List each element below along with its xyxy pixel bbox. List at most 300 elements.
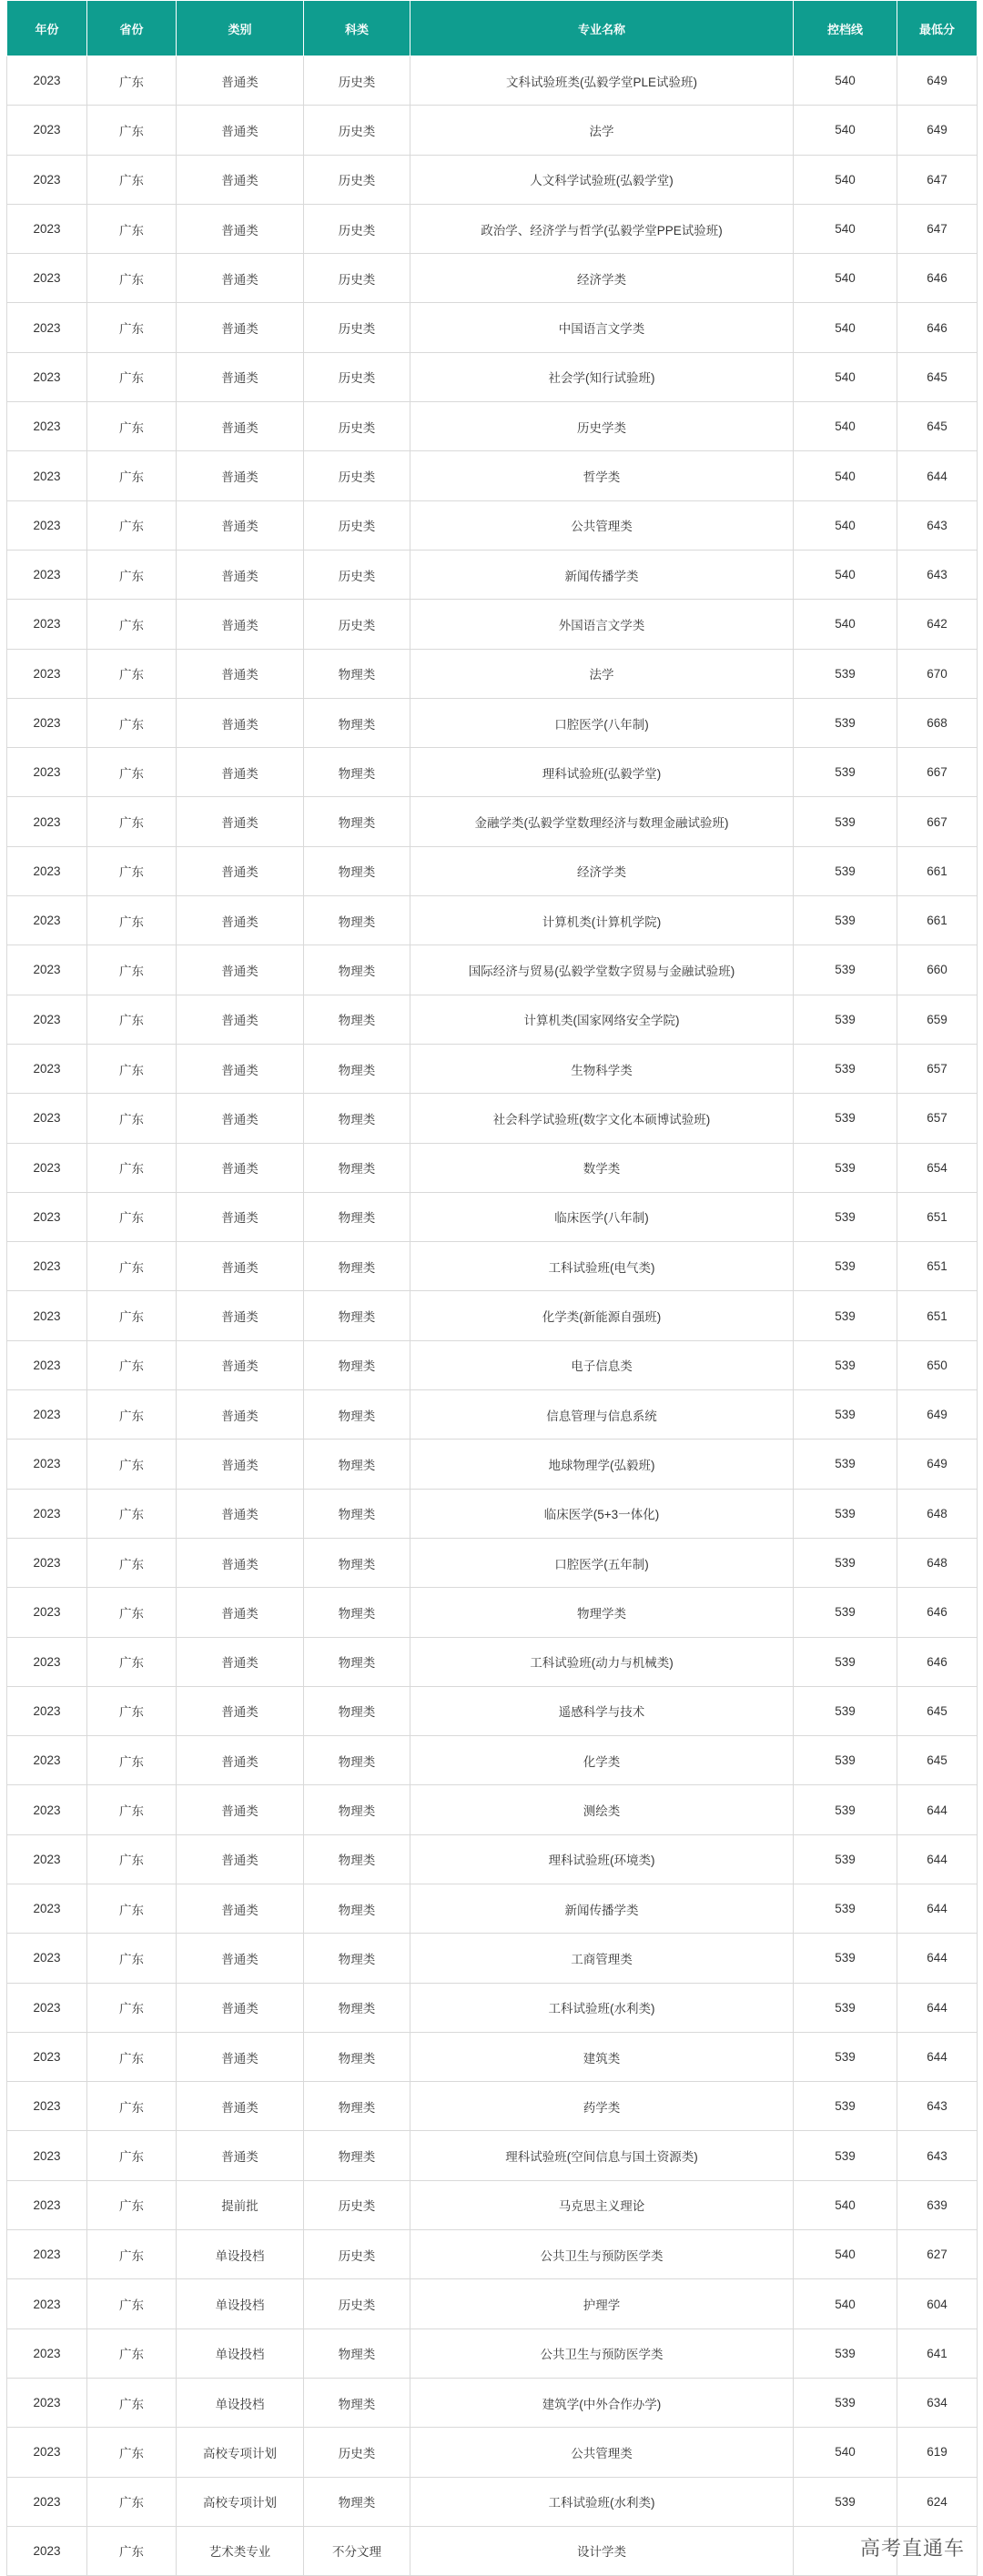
table-cell: 广东 — [87, 2279, 177, 2329]
table-cell: 2023 — [7, 402, 87, 451]
table-cell: 建筑学(中外合作办学) — [410, 2378, 794, 2427]
table-cell: 物理类 — [304, 1538, 410, 1587]
table-cell: 公共卫生与预防医学类 — [410, 2230, 794, 2279]
table-row — [7, 1143, 978, 1192]
table-cell: 中国语言文学类 — [410, 303, 794, 352]
table-cell: 2023 — [7, 1489, 87, 1538]
table-cell: 广东 — [87, 2329, 177, 2378]
table-cell: 新闻传播学类 — [410, 1884, 794, 1933]
table-cell: 619 — [897, 2428, 978, 2477]
table-cell: 历史类 — [304, 56, 410, 106]
table-cell: 539 — [794, 1934, 897, 1983]
table-cell: 650 — [897, 1340, 978, 1389]
table-row — [7, 2082, 978, 2131]
table-cell: 广东 — [87, 451, 177, 500]
table-cell: 539 — [794, 1884, 897, 1933]
table-cell: 广东 — [87, 1736, 177, 1785]
table-cell: 539 — [794, 649, 897, 698]
column-header: 年份 — [7, 1, 87, 56]
table-cell: 644 — [897, 1934, 978, 1983]
table-cell: 物理类 — [304, 2329, 410, 2378]
table-cell: 2023 — [7, 1588, 87, 1637]
table-row — [7, 1291, 978, 1340]
table-cell: 644 — [897, 451, 978, 500]
column-header: 最低分 — [897, 1, 978, 56]
table-cell: 历史类 — [304, 402, 410, 451]
table-cell: 540 — [794, 254, 897, 303]
table-cell: 2023 — [7, 1834, 87, 1884]
table-cell: 540 — [794, 56, 897, 106]
table-cell: 2023 — [7, 1440, 87, 1489]
table-cell: 物理类 — [304, 748, 410, 797]
table-cell: 540 — [794, 2180, 897, 2229]
table-cell: 物理类 — [304, 2032, 410, 2081]
table-cell: 657 — [897, 1094, 978, 1143]
table-cell: 普通类 — [177, 2082, 304, 2131]
table-cell: 物理学类 — [410, 1588, 794, 1637]
table-cell: 539 — [794, 1340, 897, 1389]
table-row — [7, 2378, 978, 2427]
table-cell: 651 — [897, 1192, 978, 1241]
table-cell: 广东 — [87, 1192, 177, 1241]
table-cell: 644 — [897, 2032, 978, 2081]
table-cell: 普通类 — [177, 1588, 304, 1637]
table-cell: 647 — [897, 155, 978, 204]
table-cell: 物理类 — [304, 995, 410, 1044]
table-cell: 理科试验班(弘毅学堂) — [410, 748, 794, 797]
table-row — [7, 846, 978, 895]
table-cell: 广东 — [87, 56, 177, 106]
table-cell: 539 — [794, 2032, 897, 2081]
table-cell: 地球物理学(弘毅班) — [410, 1440, 794, 1489]
table-cell: 历史类 — [304, 2230, 410, 2279]
table-cell: 2023 — [7, 106, 87, 155]
table-cell: 普通类 — [177, 1934, 304, 1983]
table-cell: 2023 — [7, 1538, 87, 1587]
table-cell: 物理类 — [304, 1242, 410, 1291]
table-cell: 广东 — [87, 1094, 177, 1143]
table-cell: 广东 — [87, 698, 177, 747]
table-cell: 政治学、经济学与哲学(弘毅学堂PPE试验班) — [410, 204, 794, 253]
table-cell: 广东 — [87, 550, 177, 599]
table-cell: 物理类 — [304, 1291, 410, 1340]
table-row — [7, 1983, 978, 2032]
table-cell: 645 — [897, 1686, 978, 1735]
table-row — [7, 2329, 978, 2378]
table-cell: 2023 — [7, 945, 87, 995]
table-cell: 539 — [794, 1192, 897, 1241]
table-cell: 广东 — [87, 2477, 177, 2526]
table-cell: 2023 — [7, 254, 87, 303]
table-cell: 普通类 — [177, 945, 304, 995]
table-cell: 627 — [897, 2230, 978, 2279]
table-cell: 2023 — [7, 1637, 87, 1686]
table-cell: 539 — [794, 1242, 897, 1291]
table-cell: 2023 — [7, 649, 87, 698]
table-cell: 物理类 — [304, 649, 410, 698]
table-row — [7, 896, 978, 945]
table-cell: 历史类 — [304, 204, 410, 253]
table-cell: 649 — [897, 56, 978, 106]
table-cell: 高校专项计划 — [177, 2477, 304, 2526]
table-cell: 643 — [897, 500, 978, 550]
table-cell: 539 — [794, 2329, 897, 2378]
table-cell: 2023 — [7, 1143, 87, 1192]
table-cell: 临床医学(5+3一体化) — [410, 1489, 794, 1538]
table-cell: 广东 — [87, 1390, 177, 1440]
table-cell: 物理类 — [304, 945, 410, 995]
table-cell: 540 — [794, 204, 897, 253]
table-cell: 经济学类 — [410, 846, 794, 895]
table-row — [7, 945, 978, 995]
table-cell: 2023 — [7, 2526, 87, 2575]
table-cell: 2023 — [7, 2082, 87, 2131]
table-cell: 单设投档 — [177, 2230, 304, 2279]
table-cell: 金融学类(弘毅学堂数理经济与数理金融试验班) — [410, 797, 794, 846]
table-row — [7, 1588, 978, 1637]
column-header: 省份 — [87, 1, 177, 56]
table-cell: 539 — [794, 896, 897, 945]
table-cell: 人文科学试验班(弘毅学堂) — [410, 155, 794, 204]
table-cell: 646 — [897, 254, 978, 303]
table-cell: 普通类 — [177, 1192, 304, 1241]
table-cell: 理科试验班(环境类) — [410, 1834, 794, 1884]
table-cell: 广东 — [87, 1934, 177, 1983]
table-cell: 不分文理 — [304, 2526, 410, 2575]
table-cell: 2023 — [7, 303, 87, 352]
table-cell: 理科试验班(空间信息与国土资源类) — [410, 2131, 794, 2180]
table-cell: 661 — [897, 846, 978, 895]
table-cell: 物理类 — [304, 1834, 410, 1884]
table-cell: 物理类 — [304, 2131, 410, 2180]
table-row — [7, 550, 978, 599]
table-cell: 哲学类 — [410, 451, 794, 500]
table-cell: 539 — [794, 1588, 897, 1637]
table-cell: 539 — [794, 945, 897, 995]
table-cell: 649 — [897, 106, 978, 155]
table-cell: 646 — [897, 303, 978, 352]
table-row — [7, 1686, 978, 1735]
table-cell: 普通类 — [177, 1983, 304, 2032]
table-row — [7, 2477, 978, 2526]
table-cell: 540 — [794, 451, 897, 500]
table-row — [7, 1044, 978, 1093]
table-cell: 历史类 — [304, 303, 410, 352]
table-cell: 普通类 — [177, 1538, 304, 1587]
table-cell: 公共卫生与预防医学类 — [410, 2329, 794, 2378]
table-cell: 539 — [794, 995, 897, 1044]
table-cell: 马克思主义理论 — [410, 2180, 794, 2229]
table-cell: 经济学类 — [410, 254, 794, 303]
table-cell: 历史类 — [304, 106, 410, 155]
table-cell: 647 — [897, 204, 978, 253]
table-cell: 遥感科学与技术 — [410, 1686, 794, 1735]
table-cell: 口腔医学(五年制) — [410, 1538, 794, 1587]
table-cell: 540 — [794, 402, 897, 451]
table-cell: 设计学类 — [410, 2526, 794, 2575]
table-cell: 普通类 — [177, 1291, 304, 1340]
table-row — [7, 1934, 978, 1983]
table-row — [7, 1489, 978, 1538]
table-cell: 普通类 — [177, 748, 304, 797]
table-cell: 广东 — [87, 352, 177, 401]
table-row — [7, 748, 978, 797]
table-cell: 普通类 — [177, 1094, 304, 1143]
table-cell: 单设投档 — [177, 2329, 304, 2378]
table-cell: 539 — [794, 1094, 897, 1143]
table-cell: 普通类 — [177, 303, 304, 352]
table-cell: 普通类 — [177, 1785, 304, 1834]
table-cell: 广东 — [87, 1637, 177, 1686]
table-cell: 普通类 — [177, 204, 304, 253]
table-cell: 2023 — [7, 451, 87, 500]
table-cell: 物理类 — [304, 1094, 410, 1143]
table-cell: 测绘类 — [410, 1785, 794, 1834]
table-cell: 657 — [897, 1044, 978, 1093]
table-cell: 643 — [897, 2082, 978, 2131]
table-cell: 539 — [794, 1983, 897, 2032]
table-row — [7, 2180, 978, 2229]
table-cell: 单设投档 — [177, 2279, 304, 2329]
table-cell: 历史类 — [304, 2428, 410, 2477]
table-cell: 649 — [897, 1390, 978, 1440]
table-cell: 广东 — [87, 2082, 177, 2131]
table-cell: 信息管理与信息系统 — [410, 1390, 794, 1440]
table-cell: 普通类 — [177, 846, 304, 895]
table-row — [7, 204, 978, 253]
table-cell: 广东 — [87, 2032, 177, 2081]
table-cell: 单设投档 — [177, 2378, 304, 2427]
table-cell: 624 — [897, 2477, 978, 2526]
table-cell: 2023 — [7, 2180, 87, 2229]
table-row — [7, 2279, 978, 2329]
table-cell: 2023 — [7, 1785, 87, 1834]
table-cell: 物理类 — [304, 1192, 410, 1241]
table-cell: 广东 — [87, 303, 177, 352]
table-cell: 2023 — [7, 995, 87, 1044]
table-cell: 539 — [794, 2131, 897, 2180]
table-cell: 历史类 — [304, 2279, 410, 2329]
column-header: 控档线 — [794, 1, 897, 56]
table-cell: 660 — [897, 945, 978, 995]
admission-scores-table — [6, 0, 978, 2576]
table-cell: 540 — [794, 2279, 897, 2329]
table-cell: 2023 — [7, 1884, 87, 1933]
table-cell: 645 — [897, 402, 978, 451]
table-cell: 643 — [897, 550, 978, 599]
table-cell: 广东 — [87, 945, 177, 995]
table-cell: 电子信息类 — [410, 1340, 794, 1389]
table-cell: 普通类 — [177, 402, 304, 451]
table-cell: 2023 — [7, 352, 87, 401]
table-cell: 2023 — [7, 1242, 87, 1291]
table-cell: 普通类 — [177, 1440, 304, 1489]
table-cell: 广东 — [87, 1044, 177, 1093]
table-cell: 2023 — [7, 748, 87, 797]
table-cell: 广东 — [87, 254, 177, 303]
table-cell: 539 — [794, 1143, 897, 1192]
table-cell: 社会学(知行试验班) — [410, 352, 794, 401]
table-cell: 539 — [794, 1637, 897, 1686]
table-cell: 普通类 — [177, 896, 304, 945]
table-cell: 物理类 — [304, 1440, 410, 1489]
table-cell: 539 — [794, 748, 897, 797]
table-cell: 643 — [897, 2131, 978, 2180]
table-cell: 普通类 — [177, 1390, 304, 1440]
table-cell: 工科试验班(水利类) — [410, 2477, 794, 2526]
table-cell: 广东 — [87, 106, 177, 155]
table-cell: 艺术类专业 — [177, 2526, 304, 2575]
table-cell: 历史类 — [304, 155, 410, 204]
table-cell: 普通类 — [177, 1489, 304, 1538]
table-row — [7, 500, 978, 550]
table-cell: 539 — [794, 797, 897, 846]
table-cell: 539 — [794, 2378, 897, 2427]
table-cell: 2023 — [7, 846, 87, 895]
table-cell: 计算机类(国家网络安全学院) — [410, 995, 794, 1044]
table-row — [7, 155, 978, 204]
table-cell: 普通类 — [177, 1242, 304, 1291]
table-cell: 物理类 — [304, 2082, 410, 2131]
table-cell: 历史类 — [304, 2180, 410, 2229]
table-cell: 普通类 — [177, 995, 304, 1044]
table-cell: 公共管理类 — [410, 2428, 794, 2477]
table-cell: 648 — [897, 1538, 978, 1587]
table-row — [7, 1538, 978, 1587]
column-header: 类别 — [177, 1, 304, 56]
table-cell: 物理类 — [304, 1588, 410, 1637]
table-cell: 广东 — [87, 2230, 177, 2279]
table-row — [7, 402, 978, 451]
table-cell: 广东 — [87, 1143, 177, 1192]
table-cell: 物理类 — [304, 1785, 410, 1834]
table-cell: 654 — [897, 1143, 978, 1192]
table-cell: 历史类 — [304, 550, 410, 599]
table-cell: 广东 — [87, 649, 177, 698]
table-cell: 工科试验班(动力与机械类) — [410, 1637, 794, 1686]
table-cell: 2023 — [7, 56, 87, 106]
table-cell: 普通类 — [177, 254, 304, 303]
table-cell: 普通类 — [177, 2032, 304, 2081]
table-row — [7, 1736, 978, 1785]
table-cell: 物理类 — [304, 896, 410, 945]
table-cell: 物理类 — [304, 1390, 410, 1440]
table-cell: 540 — [794, 303, 897, 352]
table-row — [7, 1242, 978, 1291]
table-cell: 历史学类 — [410, 402, 794, 451]
table-cell: 物理类 — [304, 2378, 410, 2427]
table-cell: 广东 — [87, 2526, 177, 2575]
column-header: 科类 — [304, 1, 410, 56]
table-cell: 物理类 — [304, 1340, 410, 1389]
table-cell: 广东 — [87, 1588, 177, 1637]
table-cell: 广东 — [87, 1983, 177, 2032]
table-row — [7, 2230, 978, 2279]
table-cell: 广东 — [87, 1686, 177, 1735]
table-cell: 广东 — [87, 2378, 177, 2427]
table-cell: 高校专项计划 — [177, 2428, 304, 2477]
table-row — [7, 106, 978, 155]
table-cell: 2023 — [7, 797, 87, 846]
table-cell: 建筑类 — [410, 2032, 794, 2081]
table-cell: 普通类 — [177, 600, 304, 649]
table-row — [7, 600, 978, 649]
table-cell: 2023 — [7, 155, 87, 204]
table-cell: 普通类 — [177, 649, 304, 698]
table-row — [7, 1440, 978, 1489]
table-cell: 物理类 — [304, 797, 410, 846]
table-cell: 化学类(新能源自强班) — [410, 1291, 794, 1340]
table-row — [7, 2032, 978, 2081]
table-cell: 法学 — [410, 649, 794, 698]
table-cell: 普通类 — [177, 797, 304, 846]
table-cell: 药学类 — [410, 2082, 794, 2131]
watermark-logo: 高考直通车 — [859, 2538, 965, 2561]
table-cell: 提前批 — [177, 2180, 304, 2229]
table-cell: 普通类 — [177, 1340, 304, 1389]
table-cell: 普通类 — [177, 155, 304, 204]
header-row — [7, 1, 978, 56]
table-cell: 广东 — [87, 1538, 177, 1587]
table-cell: 539 — [794, 1489, 897, 1538]
table-cell: 社会科学试验班(数字文化本硕博试验班) — [410, 1094, 794, 1143]
table-cell: 539 — [794, 1390, 897, 1440]
table-cell: 2023 — [7, 1736, 87, 1785]
table-cell: 539 — [794, 1538, 897, 1587]
table-cell: 645 — [897, 352, 978, 401]
table-cell: 539 — [794, 1044, 897, 1093]
table-cell: 广东 — [87, 1340, 177, 1389]
table-cell: 539 — [794, 1736, 897, 1785]
table-cell: 540 — [794, 550, 897, 599]
table-cell: 普通类 — [177, 106, 304, 155]
table-body — [7, 56, 978, 2576]
table-cell: 540 — [794, 500, 897, 550]
table-cell: 539 — [794, 2477, 897, 2526]
table-cell: 广东 — [87, 2180, 177, 2229]
table-cell: 广东 — [87, 1834, 177, 1884]
table-cell: 普通类 — [177, 1736, 304, 1785]
table-cell: 普通类 — [177, 352, 304, 401]
table-row — [7, 1340, 978, 1389]
table-cell: 646 — [897, 1588, 978, 1637]
table-cell: 2023 — [7, 1340, 87, 1389]
table-cell: 普通类 — [177, 1044, 304, 1093]
table-cell: 历史类 — [304, 500, 410, 550]
table-row — [7, 254, 978, 303]
table-row — [7, 303, 978, 352]
table-cell: 广东 — [87, 155, 177, 204]
table-cell: 广东 — [87, 1489, 177, 1538]
table-cell: 广东 — [87, 1440, 177, 1489]
table-cell: 539 — [794, 1785, 897, 1834]
table-cell: 2023 — [7, 1192, 87, 1241]
table-cell: 540 — [794, 106, 897, 155]
table-cell: 工商管理类 — [410, 1934, 794, 1983]
table-cell: 数学类 — [410, 1143, 794, 1192]
table-cell: 临床医学(八年制) — [410, 1192, 794, 1241]
table-cell: 2023 — [7, 2230, 87, 2279]
table-cell: 物理类 — [304, 1983, 410, 2032]
table-cell: 物理类 — [304, 846, 410, 895]
table-cell: 广东 — [87, 1884, 177, 1933]
table-cell: 661 — [897, 896, 978, 945]
table-cell: 639 — [897, 2180, 978, 2229]
table-cell: 539 — [794, 1291, 897, 1340]
table-cell: 539 — [794, 1686, 897, 1735]
table-cell: 物理类 — [304, 2477, 410, 2526]
table-cell: 普通类 — [177, 1637, 304, 1686]
